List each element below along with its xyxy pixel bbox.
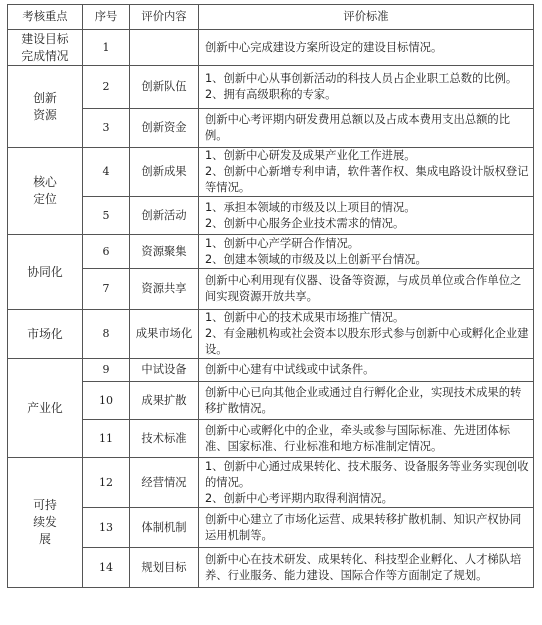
criteria-line: 创新中心考评期内研发费用总额以及占成本费用支出总额的比例。 (205, 113, 511, 142)
criteria-line: 1、创新中心通过成果转化、技术服务、设备服务等业务实现创收的情况。 (205, 459, 529, 489)
table-row (8, 269, 534, 310)
seq-cell: 4 (83, 148, 130, 197)
table-row (8, 30, 534, 66)
criteria-line: 创新中心在技术研发、成果转化、科技型企业孵化、人才梯队培养、行业服务、能力建设、国际合作等方面制定了规划。 (205, 552, 522, 582)
criteria-line: 创新中心已向其他企业或通过自行孵化企业，实现技术成果的转移扩散情况。 (205, 385, 522, 415)
table-row (8, 310, 534, 359)
criteria-line: 2、创新中心服务企业技术需求的情况。 (205, 216, 405, 230)
table-row (8, 359, 534, 382)
table-row (8, 382, 534, 420)
content-cell: 技术标准 (130, 420, 199, 458)
criteria-line: 2、创建本领域的市级及以上创新平台情况。 (205, 252, 427, 266)
content-cell: 创新成果 (130, 148, 199, 197)
criteria-line: 1、创新中心产学研合作情况。 (205, 236, 360, 250)
content-cell: 经营情况 (130, 458, 199, 508)
category-cell: 建设目标完成情况 (8, 30, 83, 66)
category-cell: 核心定位 (8, 148, 83, 235)
criteria-line: 创新中心建有中试线或中试条件。 (205, 363, 375, 376)
table-row (8, 197, 534, 235)
content-cell (130, 30, 199, 66)
header-content: 评价内容 (130, 5, 199, 30)
criteria-cell (199, 148, 534, 197)
content-cell: 体制机制 (130, 508, 199, 548)
criteria-cell (199, 235, 534, 269)
criteria-line: 1、承担本领域的市级及以上项目的情况。 (205, 200, 416, 214)
criteria-line: 1、创新中心研发及成果产业化工作进展。 (205, 149, 416, 162)
criteria-cell (199, 420, 534, 458)
seq-cell: 2 (83, 66, 130, 109)
criteria-cell (199, 382, 534, 420)
seq-cell: 7 (83, 269, 130, 310)
table-row (8, 235, 534, 269)
criteria-line: 2、有金融机构或社会资本以股东形式参与创新中心或孵化企业建设。 (205, 327, 529, 356)
criteria-line: 2、创新中心考评期内取得利润情况。 (205, 491, 393, 505)
content-cell: 成果市场化 (130, 310, 199, 359)
evaluation-criteria-table (7, 4, 534, 588)
criteria-line: 1、创新中心从事创新活动的科技人员占企业职工总数的比例。 (205, 72, 518, 85)
content-cell: 成果扩散 (130, 382, 199, 420)
header-criteria: 评价标准 (199, 5, 534, 30)
criteria-line: 1、创新中心的技术成果市场推广情况。 (205, 311, 405, 324)
category-cell: 可持续发展 (8, 458, 83, 588)
table-header-row (8, 5, 534, 30)
category-cell: 协同化 (8, 235, 83, 310)
criteria-line: 创新中心建立了市场化运营、成果转移扩散机制、知识产权协同运用机制等。 (205, 512, 522, 542)
seq-cell: 5 (83, 197, 130, 235)
content-cell: 资源共享 (130, 269, 199, 310)
criteria-cell (199, 269, 534, 310)
criteria-line: 创新中心完成建设方案所设定的建设目标情况。 (205, 40, 443, 54)
category-cell: 市场化 (8, 310, 83, 359)
criteria-line: 2、拥有高级职称的专家。 (205, 88, 337, 101)
seq-cell: 10 (83, 382, 130, 420)
content-cell: 创新资金 (130, 109, 199, 148)
table-body (8, 30, 534, 588)
seq-cell: 9 (83, 359, 130, 382)
evaluation-table-container (7, 4, 533, 588)
criteria-line: 2、创新中心新增专利申请，软件著作权、集成电路设计版权登记等情况。 (205, 165, 529, 194)
seq-cell: 11 (83, 420, 130, 458)
criteria-line: 创新中心或孵化中的企业，牵头或参与国际标准、先进团体标准、国家标准、行业标准和地方标准制定情况。 (205, 423, 511, 453)
criteria-cell (199, 359, 534, 382)
criteria-cell (199, 197, 534, 235)
category-cell: 创新资源 (8, 66, 83, 148)
seq-cell: 6 (83, 235, 130, 269)
content-cell: 资源聚集 (130, 235, 199, 269)
table-row (8, 458, 534, 508)
seq-cell: 14 (83, 548, 130, 588)
criteria-cell (199, 548, 534, 588)
criteria-cell (199, 508, 534, 548)
content-cell: 创新活动 (130, 197, 199, 235)
table-row (8, 148, 534, 197)
criteria-cell (199, 66, 534, 109)
criteria-cell (199, 30, 534, 66)
criteria-cell (199, 458, 534, 508)
criteria-cell (199, 109, 534, 148)
table-row (8, 548, 534, 588)
seq-cell: 12 (83, 458, 130, 508)
criteria-line: 创新中心利用现有仪器、设备等资源，与成员单位或合作单位之间实现资源开放共享。 (205, 274, 522, 303)
content-cell: 创新队伍 (130, 66, 199, 109)
seq-cell: 13 (83, 508, 130, 548)
criteria-cell (199, 310, 534, 359)
seq-cell: 3 (83, 109, 130, 148)
seq-cell: 8 (83, 310, 130, 359)
content-cell: 中试设备 (130, 359, 199, 382)
content-cell: 规划目标 (130, 548, 199, 588)
header-seq: 序号 (83, 5, 130, 30)
table-row (8, 109, 534, 148)
table-row (8, 420, 534, 458)
header-focus: 考核重点 (8, 5, 83, 30)
table-row (8, 508, 534, 548)
seq-cell: 1 (83, 30, 130, 66)
category-cell: 产业化 (8, 359, 83, 458)
table-row (8, 66, 534, 109)
